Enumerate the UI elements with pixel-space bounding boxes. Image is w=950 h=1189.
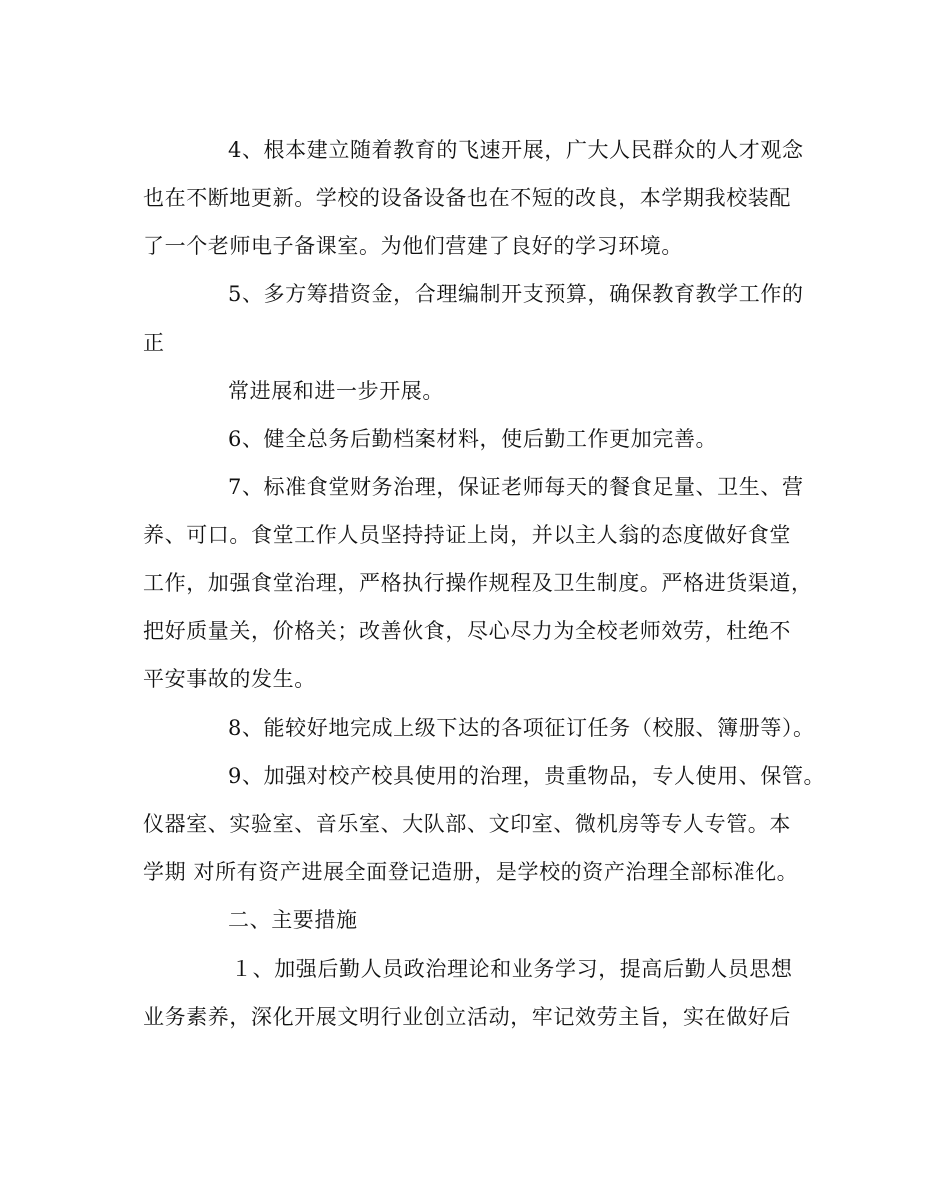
paragraph-7-line-2: 养、可口。食堂工作人员坚持持证上岗，并以主人翁的态度做好食堂 bbox=[143, 523, 791, 547]
paragraph-4-line-1: 4、根本建立随着教育的飞速开展，广大人民群众的人才观念 bbox=[228, 138, 804, 162]
paragraph-7-line-3: 工作，加强食堂治理，严格执行操作规程及卫生制度。严格进货渠道， bbox=[143, 571, 813, 595]
paragraph-4-line-2: 也在不断地更新。学校的设备设备也在不短的改良，本学期我校装配 bbox=[143, 186, 791, 210]
measure-1-line-1: １、加强后勤人员政治理论和业务学习，提高后勤人员思想 bbox=[231, 957, 793, 981]
paragraph-7-line-5: 平安事故的发生。 bbox=[143, 667, 316, 691]
paragraph-8: 8、能较好地完成上级下达的各项征订任务（校服、簿册等）。 bbox=[228, 716, 815, 740]
paragraph-9-line-1: 9、加强对校产校具使用的治理，贵重物品，专人使用、保管。 bbox=[228, 764, 826, 788]
paragraph-5-line-2: 正 bbox=[143, 331, 165, 355]
paragraph-6: 6、健全总务后勤档案材料，使后勤工作更加完善。 bbox=[228, 427, 718, 451]
paragraph-5-line-1: 5、多方筹措资金，合理编制开支预算，确保教育教学工作的 bbox=[228, 282, 804, 306]
paragraph-7-line-1: 7、标准食堂财务治理，保证老师每天的餐食足量、卫生、营 bbox=[228, 475, 804, 499]
section-heading-main-measures: 二、主要措施 bbox=[228, 908, 358, 932]
paragraph-9-line-3: 学期 对所有资产进展全面登记造册，是学校的资产治理全部标准化。 bbox=[143, 860, 799, 884]
paragraph-9-line-2: 仪器室、实验室、音乐室、大队部、文印室、微机房等专人专管。本 bbox=[143, 812, 791, 836]
measure-1-line-2: 业务素养，深化开展文明行业创立活动，牢记效劳主旨，实在做好后 bbox=[143, 1005, 791, 1029]
paragraph-4-line-3: 了一个老师电子备课室。为他们营建了良好的学习环境。 bbox=[143, 234, 683, 258]
paragraph-5-line-3: 常进展和进一步开展。 bbox=[228, 379, 444, 403]
paragraph-7-line-4: 把好质量关，价格关；改善伙食，尽心尽力为全校老师效劳，杜绝不 bbox=[143, 619, 791, 643]
